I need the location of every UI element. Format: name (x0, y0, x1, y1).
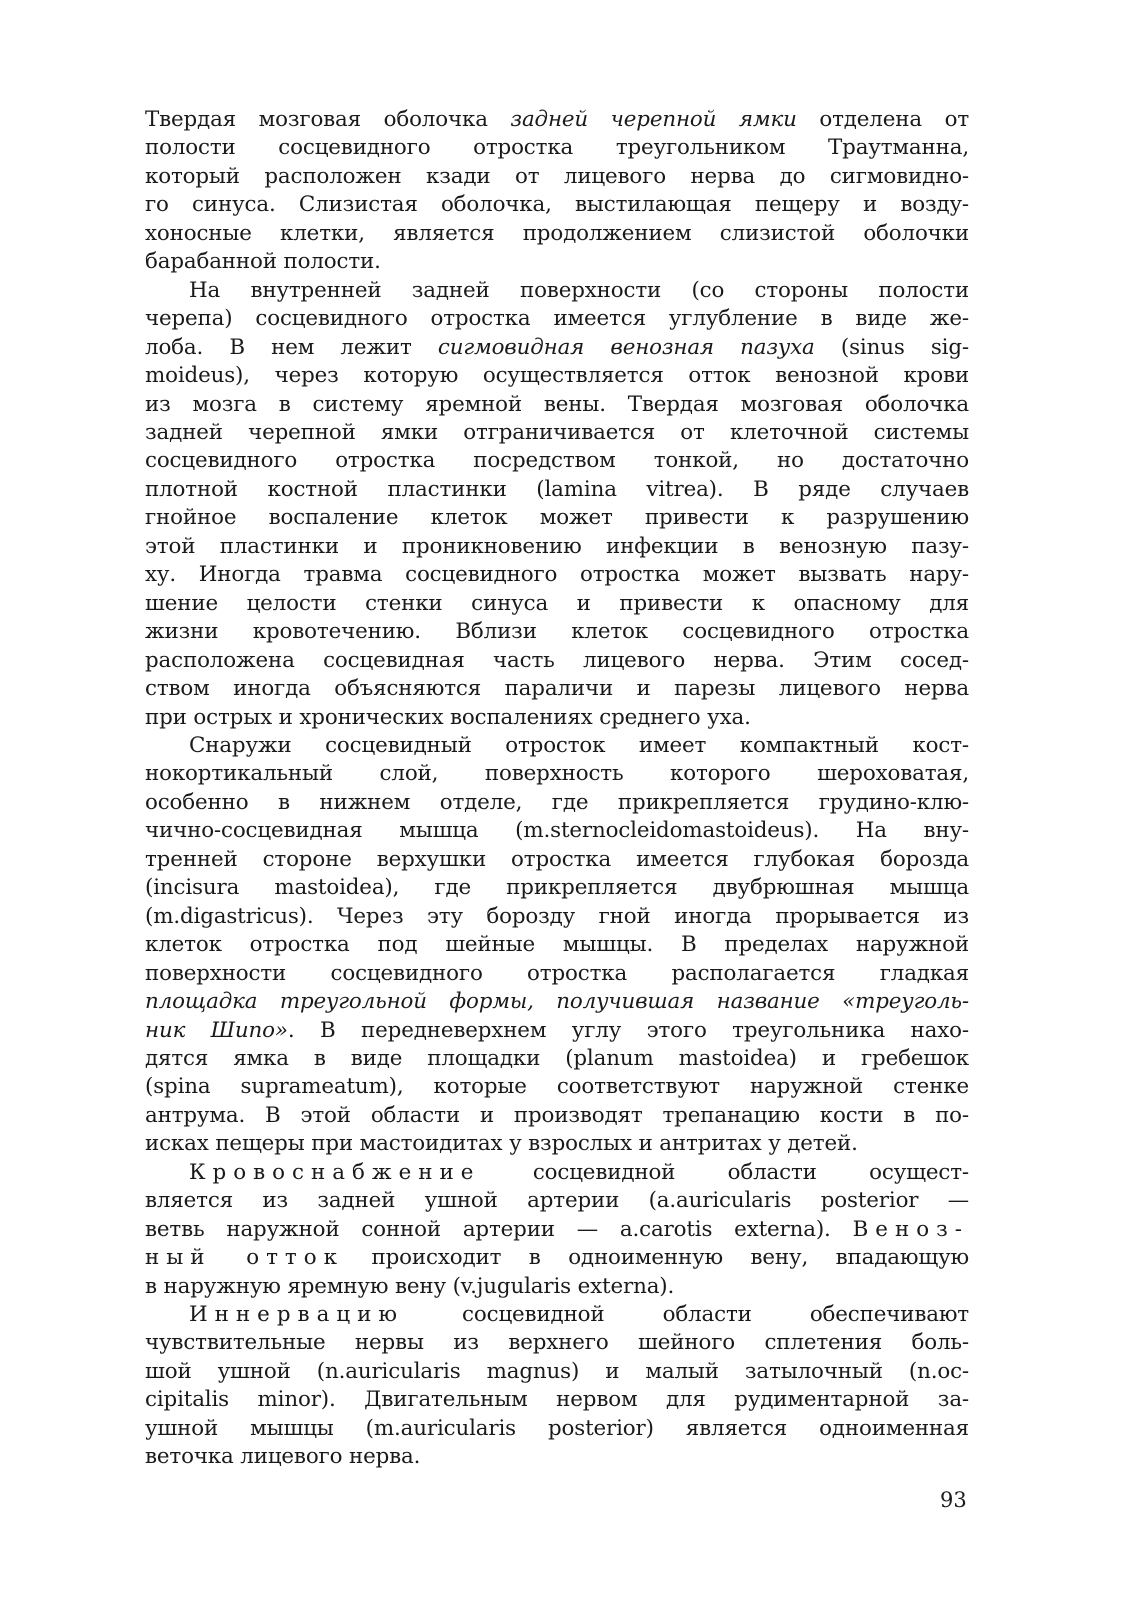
text-line (145, 305, 969, 333)
text-run: Снаружи сосцевидный отросток имеет компактный кост- (189, 732, 969, 758)
text-line (145, 789, 969, 817)
text-line (145, 533, 969, 561)
text-line (145, 931, 969, 959)
italic-term: сигмовидная венозная пазуха (437, 334, 815, 360)
text-line (145, 903, 969, 931)
italic-term: площадка треугольной формы, получившая название «треуголь- (145, 989, 969, 1015)
text-line (145, 1273, 969, 1301)
text-line (145, 334, 969, 362)
text-run: сосцевидной области обеспечивают (403, 1302, 969, 1328)
text-line (145, 1216, 969, 1244)
page-body (145, 106, 969, 1472)
text-line (145, 561, 969, 589)
paragraph (145, 106, 969, 277)
text-line (145, 1244, 969, 1272)
text-run: лоба. В нем лежит (145, 334, 438, 360)
text-run: при острых и хронических воспалениях среднего уха. (145, 704, 751, 730)
text-line (145, 419, 969, 447)
text-line (145, 1130, 969, 1158)
text-run: (m.digastricus). Через эту борозду гной иногда прорывается из (145, 903, 969, 929)
text-line (145, 248, 969, 276)
text-line (145, 1415, 969, 1443)
text-line (145, 1102, 969, 1130)
text-run: moideus), через которую осуществляется отток венозной крови (145, 363, 969, 389)
text-run: . В передневерхнем углу этого треугольника нахо- (287, 1017, 969, 1043)
text-run: сосцевидного отростка посредством тонкой, но достаточно (145, 448, 969, 474)
text-run: нокортикальный слой, поверхность которого шероховатая, (145, 761, 969, 787)
text-line (145, 675, 969, 703)
text-line (145, 163, 969, 191)
text-run: (sinus sig- (814, 334, 969, 360)
text-line (145, 1073, 969, 1101)
text-run: (spina suprameatum), которые соответствуют наружной стенке (145, 1074, 969, 1100)
text-line (145, 1045, 969, 1073)
paragraph (145, 1301, 969, 1472)
text-line (145, 988, 969, 1016)
text-run: ветвь наружной сонной артерии — a.carotis externa). (145, 1216, 853, 1242)
text-run: исках пещеры при мастоидитах у взрослых и антритах у детей. (145, 1131, 858, 1157)
text-run: расположена сосцевидная часть лицевого нерва. Этим сосед- (145, 647, 969, 673)
text-run: чично-сосцевидная мышца (m.sternocleidomastoideus). На вну- (145, 818, 969, 844)
text-run: в наружную яремную вену (v.jugularis externa). (145, 1273, 675, 1299)
text-run: происходит в одноименную вену, впадающую (344, 1245, 969, 1271)
text-line (145, 504, 969, 532)
text-line (145, 220, 969, 248)
text-run: полости сосцевидного отростка треугольником Траутманна, (145, 135, 969, 161)
text-run: антрума. В этой области и производят трепанацию кости в по- (145, 1102, 969, 1128)
text-run: барабанной полости. (145, 249, 381, 275)
text-run: этой пластинки и проникновению инфекции в венозную пазу- (145, 533, 969, 559)
text-line (145, 134, 969, 162)
spaced-term: ный отток (145, 1245, 344, 1271)
text-run: дятся ямка в виде площадки (planum mastoidea) и гребешок (145, 1045, 969, 1071)
text-line (145, 391, 969, 419)
text-line (145, 647, 969, 675)
text-run: го синуса. Слизистая оболочка, выстилающая пещеру и возду- (145, 192, 969, 218)
text-line (145, 846, 969, 874)
text-line (145, 732, 969, 760)
text-line (145, 817, 969, 845)
text-line (145, 1301, 969, 1329)
text-line (145, 1159, 969, 1187)
text-run: задней черепной ямки отграничивается от клеточной системы (145, 419, 969, 445)
text-line (145, 960, 969, 988)
text-line (145, 277, 969, 305)
text-run: На внутренней задней поверхности (со стороны полости (189, 277, 969, 303)
text-line (145, 1358, 969, 1386)
text-line (145, 1017, 969, 1045)
text-run: сосцевидной области осущест- (480, 1159, 969, 1185)
paragraph (145, 277, 969, 732)
text-run: шение целости стенки синуса и привести к опасному для (145, 590, 969, 616)
text-run: жизни кровотечению. Вблизи клеток сосцевидного отростка (145, 619, 969, 645)
paragraph (145, 732, 969, 1159)
text-run: хоносные клетки, является продолжением слизистой оболочки (145, 220, 969, 246)
paragraph (145, 1159, 969, 1301)
text-line (145, 1443, 969, 1471)
text-run: ушной мышцы (m.auricularis posterior) является одноименная (145, 1415, 969, 1441)
text-line (145, 362, 969, 390)
text-run: ством иногда объясняются параличи и парезы лицевого нерва (145, 676, 969, 702)
text-line (145, 618, 969, 646)
text-line (145, 874, 969, 902)
text-line (145, 1386, 969, 1414)
text-run: шой ушной (n.auricularis magnus) и малый затылочный (n.oc- (145, 1358, 969, 1384)
spaced-term: Кровоснабжение (189, 1159, 481, 1185)
text-line (145, 590, 969, 618)
text-line (145, 106, 969, 134)
italic-term: ник Шипо» (145, 1017, 288, 1043)
text-run: черепа) сосцевидного отростка имеется углубление в виде же- (145, 306, 969, 332)
text-run: гнойное воспаление клеток может привести к разрушению (145, 505, 969, 531)
text-run: cipitalis minor). Двигательным нервом для рудиментарной за- (145, 1387, 969, 1413)
text-run: веточка лицевого нерва. (145, 1444, 421, 1470)
text-run: чувствительные нервы из верхнего шейного сплетения боль- (145, 1330, 969, 1356)
text-line (145, 1329, 969, 1357)
text-run: (incisura mastoidea), где прикрепляется двубрюшная мышца (145, 875, 969, 901)
text-run: из мозга в систему яремной вены. Твердая мозговая оболочка (145, 391, 969, 417)
text-run: ху. Иногда травма сосцевидного отростка может вызвать нару- (145, 562, 969, 588)
text-line (145, 191, 969, 219)
italic-term: задней черепной ямки (510, 107, 797, 132)
text-run: вляется из задней ушной артерии (a.auricularis posterior — (145, 1188, 969, 1214)
text-line (145, 760, 969, 788)
text-run: поверхности сосцевидного отростка располагается гладкая (145, 960, 969, 986)
text-line (145, 447, 969, 475)
text-line (145, 704, 969, 732)
text-run: отделена от (796, 107, 969, 132)
text-line (145, 1187, 969, 1215)
text-run: тренней стороне верхушки отростка имеется глубокая борозда (145, 846, 969, 872)
text-run: плотной костной пластинки (lamina vitrea). В ряде случаев (145, 476, 969, 502)
text-run: который расположен кзади от лицевого нерва до сигмовидно- (145, 163, 969, 189)
text-run: клеток отростка под шейные мышцы. В пределах наружной (145, 932, 969, 958)
spaced-term: Веноз- (852, 1216, 969, 1242)
text-run: особенно в нижнем отделе, где прикрепляется грудино-клю- (145, 789, 969, 815)
text-run: Твердая мозговая оболочка (145, 107, 511, 132)
page-number: 93 (940, 1488, 967, 1512)
spaced-term: Иннервацию (189, 1302, 404, 1328)
text-line (145, 476, 969, 504)
